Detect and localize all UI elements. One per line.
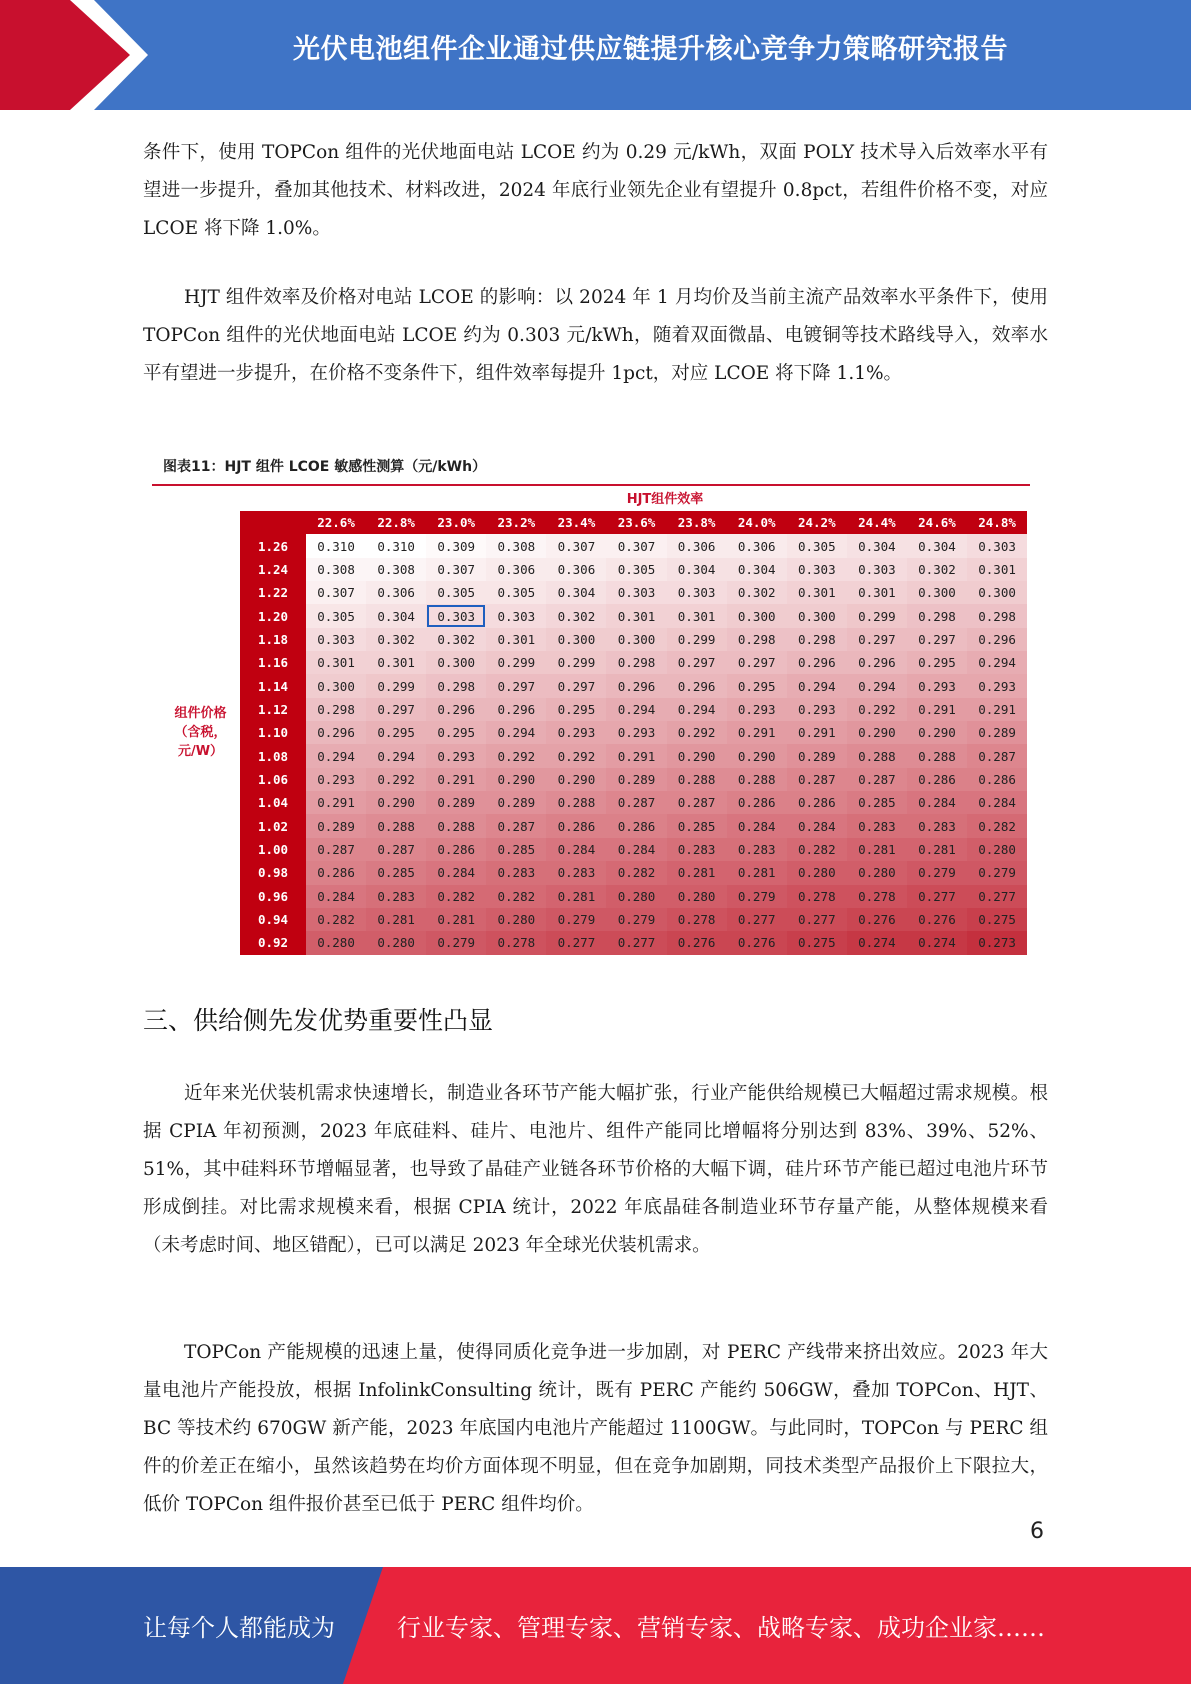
row-header-price: 1.22 [240, 581, 306, 604]
heatmap-cell: 0.301 [366, 651, 426, 674]
lcoe-sensitivity-heatmap [240, 511, 1027, 955]
heatmap-cell: 0.280 [486, 908, 546, 931]
heatmap-cell: 0.290 [907, 721, 967, 744]
heatmap-cell: 0.305 [306, 604, 366, 627]
heatmap-cell: 0.303 [306, 628, 366, 651]
heatmap-cell: 0.281 [727, 861, 787, 884]
column-header-efficiency: 22.8% [366, 511, 426, 534]
heatmap-cell: 0.287 [967, 744, 1027, 767]
page-header [0, 0, 1191, 110]
row-axis-title-line: 元/W） [177, 744, 224, 759]
heatmap-cell: 0.303 [486, 604, 546, 627]
heatmap-cell: 0.290 [847, 721, 907, 744]
row-header-price: 0.94 [240, 908, 306, 931]
row-header-price: 1.04 [240, 791, 306, 814]
heatmap-cell: 0.289 [426, 791, 486, 814]
heatmap-cell: 0.308 [486, 534, 546, 557]
heatmap-cell: 0.276 [907, 908, 967, 931]
heatmap-cell: 0.292 [366, 768, 426, 791]
heatmap-cell: 0.296 [667, 674, 727, 697]
heatmap-cell: 0.301 [667, 604, 727, 627]
heatmap-cell: 0.296 [306, 721, 366, 744]
heatmap-cell: 0.295 [546, 698, 606, 721]
heatmap-cell: 0.299 [486, 651, 546, 674]
heatmap-cell: 0.277 [546, 931, 606, 954]
row-header-price: 1.02 [240, 814, 306, 837]
heatmap-cell: 0.291 [787, 721, 847, 744]
heatmap-cell: 0.297 [847, 628, 907, 651]
heatmap-cell: 0.296 [967, 628, 1027, 651]
heatmap-cell: 0.283 [727, 838, 787, 861]
heatmap-cell: 0.285 [667, 814, 727, 837]
heatmap-cell: 0.286 [907, 768, 967, 791]
heatmap-cell: 0.300 [426, 651, 486, 674]
heatmap-cell: 0.285 [486, 838, 546, 861]
heatmap-cell: 0.309 [426, 534, 486, 557]
heatmap-cell: 0.288 [847, 744, 907, 767]
heatmap-cell: 0.289 [967, 721, 1027, 744]
heatmap-cell: 0.286 [727, 791, 787, 814]
heatmap-cell: 0.307 [546, 534, 606, 557]
heatmap-cell: 0.302 [426, 628, 486, 651]
heatmap-cell: 0.291 [306, 791, 366, 814]
heatmap-cell: 0.297 [667, 651, 727, 674]
row-axis-title [163, 704, 238, 761]
heatmap-cell: 0.305 [787, 534, 847, 557]
heatmap-cell: 0.300 [306, 674, 366, 697]
column-header-efficiency: 22.6% [306, 511, 366, 534]
heatmap-cell: 0.283 [486, 861, 546, 884]
heatmap-cell: 0.301 [787, 581, 847, 604]
heatmap-cell: 0.296 [847, 651, 907, 674]
table-row [240, 558, 1027, 581]
heatmap-cell: 0.288 [667, 768, 727, 791]
figure-caption: 图表11：HJT 组件 LCOE 敏感性测算（元/kWh） [163, 459, 487, 475]
heatmap-cell: 0.282 [306, 908, 366, 931]
heatmap-cell: 0.305 [426, 581, 486, 604]
heatmap-cell: 0.280 [847, 861, 907, 884]
heatmap-cell: 0.293 [727, 698, 787, 721]
heatmap-cell: 0.293 [787, 698, 847, 721]
heatmap-cell: 0.306 [486, 558, 546, 581]
heatmap-cell: 0.310 [306, 534, 366, 557]
heatmap-cell: 0.286 [787, 791, 847, 814]
column-header-efficiency: 23.0% [426, 511, 486, 534]
heatmap-cell: 0.300 [787, 604, 847, 627]
heatmap-cell: 0.307 [306, 581, 366, 604]
page-footer [0, 1567, 1191, 1684]
row-header-price: 1.00 [240, 838, 306, 861]
heatmap-cell: 0.307 [426, 558, 486, 581]
heatmap-cell: 0.288 [366, 814, 426, 837]
row-header-price: 1.10 [240, 721, 306, 744]
heatmap-cell: 0.294 [486, 721, 546, 744]
heatmap-cell: 0.297 [727, 651, 787, 674]
figure-divider [152, 484, 1030, 486]
heatmap-cell: 0.299 [546, 651, 606, 674]
heatmap-cell: 0.286 [306, 861, 366, 884]
heatmap-cell: 0.297 [907, 628, 967, 651]
heatmap-cell: 0.302 [907, 558, 967, 581]
heatmap-cell: 0.305 [606, 558, 666, 581]
heatmap-cell: 0.308 [306, 558, 366, 581]
heatmap-cell: 0.278 [667, 908, 727, 931]
heatmap-cell: 0.278 [847, 885, 907, 908]
heatmap-cell: 0.308 [366, 558, 426, 581]
table-row [240, 885, 1027, 908]
footer-slogan-right: 行业专家、管理专家、营销专家、战略专家、成功企业家…… [397, 1614, 1045, 1642]
heatmap-cell: 0.295 [907, 651, 967, 674]
heatmap-cell: 0.276 [847, 908, 907, 931]
row-header-price: 1.12 [240, 698, 306, 721]
heatmap-cell: 0.291 [426, 768, 486, 791]
row-header-price: 1.18 [240, 628, 306, 651]
heatmap-cell: 0.297 [366, 698, 426, 721]
row-header-price: 1.14 [240, 674, 306, 697]
heatmap-cell: 0.294 [606, 698, 666, 721]
heatmap-cell: 0.286 [967, 768, 1027, 791]
section-title: 三、供给侧先发优势重要性凸显 [143, 1006, 494, 1035]
row-axis-title-line: （含税， [174, 725, 227, 740]
table-row [240, 674, 1027, 697]
table-row [240, 721, 1027, 744]
heatmap-cell: 0.289 [787, 744, 847, 767]
heatmap-cell: 0.303 [667, 581, 727, 604]
heatmap-cell: 0.277 [907, 885, 967, 908]
heatmap-cell: 0.281 [366, 908, 426, 931]
table-row [240, 581, 1027, 604]
heatmap-cell: 0.300 [727, 604, 787, 627]
heatmap-cell: 0.289 [306, 814, 366, 837]
row-header-price: 0.96 [240, 885, 306, 908]
heatmap-cell: 0.289 [486, 791, 546, 814]
heatmap-cell: 0.304 [847, 534, 907, 557]
heatmap-cell: 0.295 [727, 674, 787, 697]
heatmap-cell: 0.290 [486, 768, 546, 791]
heatmap-cell: 0.288 [426, 814, 486, 837]
heatmap-cell: 0.282 [606, 861, 666, 884]
heatmap-cell: 0.286 [606, 814, 666, 837]
report-title: 光伏电池组件企业通过供应链提升核心竞争力策略研究报告 [293, 34, 1008, 65]
heatmap-cell: 0.293 [907, 674, 967, 697]
heatmap-cell: 0.284 [727, 814, 787, 837]
heatmap-cell: 0.296 [426, 698, 486, 721]
heatmap-cell: 0.292 [486, 744, 546, 767]
table-row [240, 628, 1027, 651]
heatmap-cell: 0.273 [967, 931, 1027, 954]
paragraph-topcon-competition: TOPCon 产能规模的迅速上量，使得同质化竞争进一步加剧，对 PERC 产线带来挤出效应。2023 年大量电池片产能投放，根据 InfolinkConsulting 统计，既有 PERC 产能约 506GW，叠加 TOPCon、HJT、BC 等技术约 670GW 新产能，2023 年底国内电池片产能超过 1100GW。与此同时，TOPCon 与 PERC 组件的价差正在缩小，虽然该趋势在均价方面体现不明显，但在竞争加剧期，同技术类型产品报价上下限拉大，低价 TOPCon 组件报价甚至已低于 PERC 组件均价。 [143, 1342, 1048, 1515]
heatmap-cell: 0.284 [546, 838, 606, 861]
heatmap-cell: 0.283 [546, 861, 606, 884]
heatmap-cell: 0.288 [907, 744, 967, 767]
heatmap-cell: 0.278 [486, 931, 546, 954]
heatmap-cell: 0.299 [847, 604, 907, 627]
heatmap-cell: 0.281 [667, 861, 727, 884]
column-header-efficiency: 24.2% [787, 511, 847, 534]
heatmap-cell: 0.298 [306, 698, 366, 721]
heatmap-cell: 0.292 [847, 698, 907, 721]
paragraph-hjt-lcoe: HJT 组件效率及价格对电站 LCOE 的影响：以 2024 年 1 月均价及当前主流产品效率水平条件下，使用 TOPCon 组件的光伏地面电站 LCOE 约为 0.303 元/kWh，随着双面微晶、电镀铜等技术路线导入，效率水平有望进一步提升，在价格不变条件下，组件效率每提升 1pct，对应 LCOE 将下降 1.1%。 [143, 287, 1048, 384]
table-row [240, 861, 1027, 884]
heatmap-cell: 0.287 [366, 838, 426, 861]
heatmap-cell: 0.302 [727, 581, 787, 604]
heatmap-cell: 0.306 [546, 558, 606, 581]
heatmap-cell: 0.277 [606, 931, 666, 954]
column-header-efficiency: 23.6% [606, 511, 666, 534]
heatmap-cell: 0.290 [366, 791, 426, 814]
heatmap-cell: 0.303 [426, 604, 486, 627]
heatmap-cell: 0.293 [426, 744, 486, 767]
heatmap-cell: 0.304 [907, 534, 967, 557]
heatmap-cell: 0.285 [847, 791, 907, 814]
heatmap-cell: 0.292 [546, 744, 606, 767]
heatmap-cell: 0.281 [847, 838, 907, 861]
row-header-price: 1.16 [240, 651, 306, 674]
heatmap-cell: 0.306 [667, 534, 727, 557]
heatmap-cell: 0.279 [426, 931, 486, 954]
table-row [240, 651, 1027, 674]
heatmap-cell: 0.294 [667, 698, 727, 721]
heatmap-cell: 0.298 [727, 628, 787, 651]
heatmap-cell: 0.296 [787, 651, 847, 674]
heatmap-cell: 0.304 [667, 558, 727, 581]
heatmap-cell: 0.304 [546, 581, 606, 604]
heatmap-cell: 0.282 [787, 838, 847, 861]
heatmap-cell: 0.293 [306, 768, 366, 791]
heatmap-cell: 0.295 [426, 721, 486, 744]
heatmap-cell: 0.310 [366, 534, 426, 557]
heatmap-cell: 0.285 [366, 861, 426, 884]
heatmap-cell: 0.277 [787, 908, 847, 931]
heatmap-cell: 0.298 [606, 651, 666, 674]
row-header-price: 1.06 [240, 768, 306, 791]
heatmap-cell: 0.295 [366, 721, 426, 744]
column-header-efficiency: 23.4% [546, 511, 606, 534]
heatmap-cell: 0.306 [366, 581, 426, 604]
heatmap-cell: 0.305 [486, 581, 546, 604]
paragraph-supply-capacity: 近年来光伏装机需求快速增长，制造业各环节产能大幅扩张，行业产能供给规模已大幅超过需求规模。根据 CPIA 年初预测，2023 年底硅料、硅片、电池片、组件产能同比增幅将分别达到 83%、39%、52%、51%，其中硅料环节增幅显著，也导致了晶硅产业链各环节价格的大幅下调，硅片环节产能已超过电池片环节形成倒挂。对比需求规模来看，根据 CPIA 统计，2022 年底晶硅各制造业环节存量产能，从整体规模来看（未考虑时间、地区错配），已可以满足 2023 年全球光伏装机需求。 [143, 1083, 1048, 1256]
heatmap-cell: 0.299 [366, 674, 426, 697]
heatmap-cell: 0.279 [546, 908, 606, 931]
heatmap-cell: 0.300 [546, 628, 606, 651]
heatmap-cell: 0.301 [606, 604, 666, 627]
heatmap-cell: 0.294 [366, 744, 426, 767]
heatmap-cell: 0.292 [667, 721, 727, 744]
table-row [240, 604, 1027, 627]
heatmap-cell: 0.283 [907, 814, 967, 837]
heatmap-cell: 0.281 [546, 885, 606, 908]
heatmap-cell: 0.287 [606, 791, 666, 814]
heatmap-cell: 0.277 [967, 885, 1027, 908]
column-header-efficiency: 23.2% [486, 511, 546, 534]
heatmap-cell: 0.282 [967, 814, 1027, 837]
heatmap-cell: 0.283 [847, 814, 907, 837]
row-header-price: 1.26 [240, 534, 306, 557]
heatmap-cell: 0.291 [907, 698, 967, 721]
column-header-efficiency: 24.6% [907, 511, 967, 534]
heatmap-cell: 0.287 [787, 768, 847, 791]
table-corner [240, 511, 306, 534]
heatmap-cell: 0.277 [727, 908, 787, 931]
heatmap-cell: 0.296 [606, 674, 666, 697]
heatmap-cell: 0.304 [366, 604, 426, 627]
heatmap-cell: 0.287 [486, 814, 546, 837]
row-header-price: 1.08 [240, 744, 306, 767]
heatmap-cell: 0.278 [787, 885, 847, 908]
column-axis-title: HJT组件效率 [626, 492, 704, 507]
heatmap-cell: 0.294 [967, 651, 1027, 674]
heatmap-cell: 0.298 [426, 674, 486, 697]
heatmap-cell: 0.286 [426, 838, 486, 861]
table-row [240, 931, 1027, 954]
heatmap-cell: 0.300 [606, 628, 666, 651]
heatmap-cell: 0.306 [727, 534, 787, 557]
heatmap-cell: 0.303 [787, 558, 847, 581]
heatmap-cell: 0.283 [667, 838, 727, 861]
heatmap-cell: 0.303 [967, 534, 1027, 557]
heatmap-cell: 0.280 [366, 931, 426, 954]
table-row [240, 768, 1027, 791]
row-header-price: 1.20 [240, 604, 306, 627]
heatmap-cell: 0.293 [546, 721, 606, 744]
heatmap-cell: 0.297 [546, 674, 606, 697]
heatmap-cell: 0.276 [667, 931, 727, 954]
heatmap-cell: 0.291 [727, 721, 787, 744]
heatmap-cell: 0.282 [486, 885, 546, 908]
row-axis-title-line: 组件价格 [174, 706, 227, 721]
heatmap-cell: 0.293 [606, 721, 666, 744]
column-header-efficiency: 24.8% [967, 511, 1027, 534]
heatmap-cell: 0.280 [606, 885, 666, 908]
row-header-price: 0.98 [240, 861, 306, 884]
heatmap-cell: 0.294 [787, 674, 847, 697]
heatmap-cell: 0.294 [306, 744, 366, 767]
heatmap-cell: 0.281 [426, 908, 486, 931]
heatmap-cell: 0.303 [606, 581, 666, 604]
heatmap-cell: 0.296 [486, 698, 546, 721]
heatmap-cell: 0.287 [667, 791, 727, 814]
heatmap-cell: 0.284 [606, 838, 666, 861]
heatmap-cell: 0.275 [967, 908, 1027, 931]
heatmap-cell: 0.284 [907, 791, 967, 814]
heatmap-cell: 0.280 [667, 885, 727, 908]
heatmap-cell: 0.279 [727, 885, 787, 908]
heatmap-cell: 0.298 [787, 628, 847, 651]
footer-slogan-left: 让每个人都能成为 [143, 1614, 335, 1642]
heatmap-cell: 0.301 [847, 581, 907, 604]
heatmap-cell: 0.291 [606, 744, 666, 767]
table-row [240, 814, 1027, 837]
heatmap-cell: 0.276 [727, 931, 787, 954]
heatmap-cell: 0.298 [907, 604, 967, 627]
heatmap-cell: 0.300 [967, 581, 1027, 604]
heatmap-cell: 0.284 [787, 814, 847, 837]
table-row [240, 838, 1027, 861]
heatmap-cell: 0.284 [426, 861, 486, 884]
table-row [240, 791, 1027, 814]
heatmap-cell: 0.283 [366, 885, 426, 908]
heatmap-cell: 0.280 [787, 861, 847, 884]
heatmap-cell: 0.279 [967, 861, 1027, 884]
heatmap-cell: 0.284 [967, 791, 1027, 814]
heatmap-cell: 0.281 [907, 838, 967, 861]
heatmap-cell: 0.297 [486, 674, 546, 697]
heatmap-cell: 0.302 [546, 604, 606, 627]
heatmap-cell: 0.301 [306, 651, 366, 674]
table-row [240, 534, 1027, 557]
column-header-efficiency: 24.0% [727, 511, 787, 534]
table-row [240, 698, 1027, 721]
heatmap-cell: 0.287 [306, 838, 366, 861]
heatmap-cell: 0.279 [606, 908, 666, 931]
heatmap-cell: 0.303 [847, 558, 907, 581]
column-header-efficiency: 24.4% [847, 511, 907, 534]
heatmap-cell: 0.286 [546, 814, 606, 837]
heatmap-cell: 0.290 [667, 744, 727, 767]
heatmap-cell: 0.289 [606, 768, 666, 791]
heatmap-cell: 0.290 [546, 768, 606, 791]
heatmap-cell: 0.280 [967, 838, 1027, 861]
heatmap-cell: 0.302 [366, 628, 426, 651]
column-header-efficiency: 23.8% [667, 511, 727, 534]
row-header-price: 0.92 [240, 931, 306, 954]
page-number: 6 [1030, 1519, 1044, 1544]
table-row [240, 908, 1027, 931]
heatmap-cell: 0.288 [546, 791, 606, 814]
table-row [240, 744, 1027, 767]
heatmap-cell: 0.280 [306, 931, 366, 954]
heatmap-cell: 0.294 [847, 674, 907, 697]
row-header-price: 1.24 [240, 558, 306, 581]
heatmap-cell: 0.282 [426, 885, 486, 908]
heatmap-cell: 0.299 [667, 628, 727, 651]
heatmap-cell: 0.288 [727, 768, 787, 791]
heatmap-cell: 0.304 [727, 558, 787, 581]
heatmap-cell: 0.293 [967, 674, 1027, 697]
heatmap-cell: 0.291 [967, 698, 1027, 721]
heatmap-cell: 0.279 [907, 861, 967, 884]
heatmap-cell: 0.284 [306, 885, 366, 908]
heatmap-cell: 0.298 [967, 604, 1027, 627]
heatmap-cell: 0.287 [847, 768, 907, 791]
heatmap-cell: 0.275 [787, 931, 847, 954]
heatmap-cell: 0.300 [907, 581, 967, 604]
heatmap-cell: 0.301 [486, 628, 546, 651]
heatmap-cell: 0.307 [606, 534, 666, 557]
heatmap-cell: 0.274 [907, 931, 967, 954]
heatmap-cell: 0.301 [967, 558, 1027, 581]
heatmap-cell: 0.274 [847, 931, 907, 954]
paragraph-continuation: 条件下，使用 TOPCon 组件的光伏地面电站 LCOE 约为 0.29 元/kWh，双面 POLY 技术导入后效率水平有望进一步提升，叠加其他技术、材料改进，2024 年底行业领先企业有望提升 0.8pct，若组件价格不变，对应 LCOE 将下降 1.0%。 [143, 142, 1048, 239]
heatmap-cell: 0.290 [727, 744, 787, 767]
